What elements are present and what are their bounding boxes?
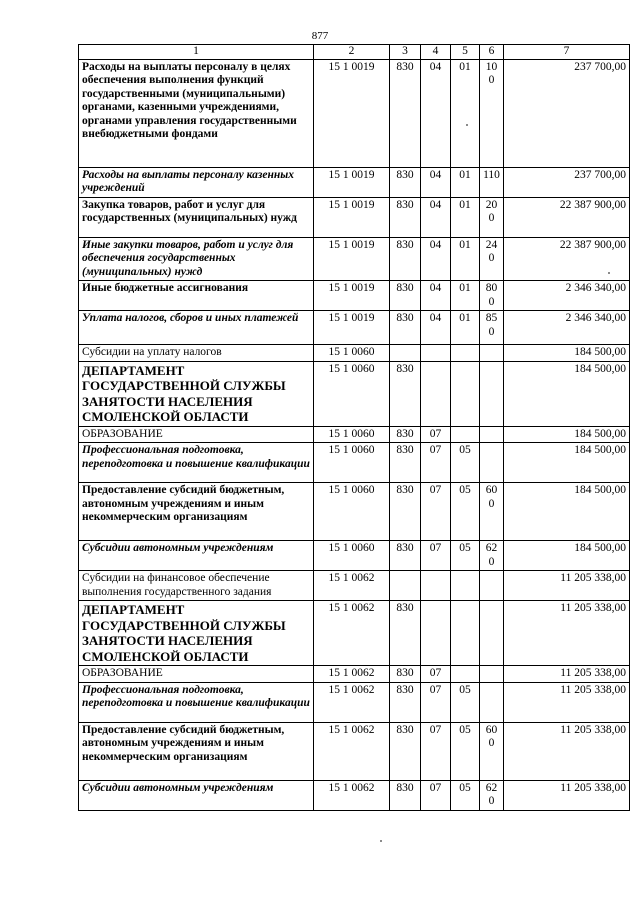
row-amount: 184 500,00 [504,443,630,483]
row-code: 15 1 0062 [314,682,390,722]
row-name: ОБРАЗОВАНИЕ [79,666,314,683]
budget-table [78,44,630,811]
row-col-6: 600 [480,483,504,541]
row-code: 15 1 0060 [314,541,390,571]
table-row [79,361,630,426]
row-col-5: 01 [451,281,480,311]
table-row [79,571,630,601]
row-name: Профессиональная подготовка, переподготовка и повышение квалификации [79,682,314,722]
row-code: 15 1 0062 [314,666,390,683]
row-col-4: 07 [421,443,451,483]
row-col-3: 830 [390,426,421,443]
row-name: Предоставление субсидий бюджетным, автономным учреждениям и иным некоммерческим организациям [79,722,314,780]
row-col-6 [480,426,504,443]
row-col-6 [480,571,504,601]
table-row [79,682,630,722]
row-col-6: 800 [480,281,504,311]
row-col-3: 830 [390,601,421,666]
row-name: ДЕПАРТАМЕНТ ГОСУДАРСТВЕННОЙ СЛУЖБЫ ЗАНЯТОСТИ НАСЕЛЕНИЯ СМОЛЕНСКОЙ ОБЛАСТИ [79,361,314,426]
table-row [79,426,630,443]
row-amount: 237 700,00 [504,167,630,197]
row-col-6 [480,361,504,426]
row-col-3: 830 [390,167,421,197]
row-col-4: 04 [421,237,451,281]
row-col-4: 04 [421,281,451,311]
row-col-3: 830 [390,59,421,167]
row-amount: 184 500,00 [504,345,630,362]
row-col-6: 850 [480,311,504,345]
row-col-6: 240 [480,237,504,281]
row-col-5 [451,345,480,362]
row-code: 15 1 0019 [314,59,390,167]
row-col-5: 01 [451,197,480,237]
row-col-5: 05 [451,483,480,541]
header-col-6: 6 [480,45,504,60]
row-name: Уплата налогов, сборов и иных платежей [79,311,314,345]
row-col-3: 830 [390,197,421,237]
row-code: 15 1 0019 [314,197,390,237]
row-amount: 11 205 338,00 [504,601,630,666]
row-name: Расходы на выплаты персоналу в целях обеспечения выполнения функций государственными (муниципальными) органами, казенными учреждениями, органами управления государственными внебюджетными фондами [79,59,314,167]
table-row [79,197,630,237]
row-amount: 237 700,00 [504,59,630,167]
table-body [79,59,630,810]
row-name: Закупка товаров, работ и услуг для государственных (муниципальных) нужд [79,197,314,237]
row-amount: 184 500,00 [504,361,630,426]
row-code: 15 1 0060 [314,345,390,362]
header-col-4: 4 [421,45,451,60]
row-col-4: 07 [421,483,451,541]
row-name: ДЕПАРТАМЕНТ ГОСУДАРСТВЕННОЙ СЛУЖБЫ ЗАНЯТОСТИ НАСЕЛЕНИЯ СМОЛЕНСКОЙ ОБЛАСТИ [79,601,314,666]
scan-speck [608,272,610,274]
row-col-5: 01 [451,59,480,167]
row-col-4: 07 [421,426,451,443]
row-col-4 [421,345,451,362]
row-amount: 2 346 340,00 [504,311,630,345]
row-col-5: 05 [451,722,480,780]
row-col-6 [480,682,504,722]
header-row [79,45,630,60]
row-code: 15 1 0060 [314,483,390,541]
row-col-5: 05 [451,541,480,571]
row-col-3: 830 [390,483,421,541]
table-row [79,483,630,541]
table-row [79,722,630,780]
row-col-5 [451,361,480,426]
row-name: Иные бюджетные ассигнования [79,281,314,311]
row-col-3: 830 [390,666,421,683]
header-col-5: 5 [451,45,480,60]
row-amount: 11 205 338,00 [504,780,630,810]
table-row [79,541,630,571]
row-col-5: 05 [451,682,480,722]
row-col-4: 07 [421,541,451,571]
row-code: 15 1 0062 [314,571,390,601]
row-code: 15 1 0060 [314,361,390,426]
row-col-3 [390,571,421,601]
row-col-6: 620 [480,541,504,571]
row-col-6: 600 [480,722,504,780]
row-col-3: 830 [390,541,421,571]
row-col-4: 04 [421,311,451,345]
row-col-4: 07 [421,682,451,722]
row-col-3: 830 [390,682,421,722]
table-row [79,666,630,683]
row-name: Субсидии на уплату налогов [79,345,314,362]
row-name: Субсидии автономным учреждениям [79,780,314,810]
row-col-4 [421,601,451,666]
header-col-3: 3 [390,45,421,60]
row-name: Расходы на выплаты персоналу казенных учреждений [79,167,314,197]
table-row [79,443,630,483]
row-col-3 [390,345,421,362]
row-amount: 184 500,00 [504,483,630,541]
row-col-6 [480,601,504,666]
row-col-3: 830 [390,281,421,311]
row-amount: 2 346 340,00 [504,281,630,311]
row-col-6: 100 [480,59,504,167]
row-name: Иные закупки товаров, работ и услуг для обеспечения государственных (муниципальных) нужд [79,237,314,281]
table-row [79,167,630,197]
row-col-3: 830 [390,780,421,810]
table-header [79,45,630,60]
row-name: Субсидии на финансовое обеспечение выполнения государственного задания [79,571,314,601]
row-code: 15 1 0062 [314,601,390,666]
row-col-6 [480,345,504,362]
row-col-5 [451,571,480,601]
row-col-6: 110 [480,167,504,197]
row-col-6 [480,443,504,483]
row-name: Предоставление субсидий бюджетным, автономным учреждениям и иным некоммерческим организациям [79,483,314,541]
table-row [79,281,630,311]
page-number: 877 [311,30,329,42]
row-amount: 11 205 338,00 [504,666,630,683]
header-col-1: 1 [79,45,314,60]
row-col-3: 830 [390,237,421,281]
row-amount: 11 205 338,00 [504,722,630,780]
row-col-6: 200 [480,197,504,237]
row-name: Субсидии автономным учреждениям [79,541,314,571]
row-col-5 [451,426,480,443]
row-name: Профессиональная подготовка, переподготовка и повышение квалификации [79,443,314,483]
row-col-5: 05 [451,443,480,483]
table-row [79,345,630,362]
row-col-4: 04 [421,167,451,197]
row-col-6: 620 [480,780,504,810]
row-code: 15 1 0019 [314,281,390,311]
scan-speck [466,124,468,126]
row-col-3: 830 [390,443,421,483]
row-code: 15 1 0060 [314,426,390,443]
row-col-5: 01 [451,167,480,197]
header-col-2: 2 [314,45,390,60]
row-col-4: 07 [421,722,451,780]
row-col-6 [480,666,504,683]
table-row [79,780,630,810]
row-col-3: 830 [390,722,421,780]
row-col-3: 830 [390,361,421,426]
row-code: 15 1 0019 [314,237,390,281]
row-col-4: 04 [421,59,451,167]
row-code: 15 1 0019 [314,167,390,197]
header-col-7: 7 [504,45,630,60]
row-col-5 [451,666,480,683]
scan-speck [380,840,382,842]
row-col-5: 01 [451,237,480,281]
row-amount: 184 500,00 [504,541,630,571]
row-code: 15 1 0019 [314,311,390,345]
row-col-3: 830 [390,311,421,345]
row-amount: 11 205 338,00 [504,571,630,601]
row-col-4: 07 [421,666,451,683]
row-code: 15 1 0062 [314,780,390,810]
row-col-4 [421,571,451,601]
row-col-4 [421,361,451,426]
row-amount: 184 500,00 [504,426,630,443]
row-col-4: 04 [421,197,451,237]
row-col-5: 01 [451,311,480,345]
row-col-4: 07 [421,780,451,810]
row-amount: 11 205 338,00 [504,682,630,722]
row-code: 15 1 0062 [314,722,390,780]
row-col-5 [451,601,480,666]
row-col-5: 05 [451,780,480,810]
row-amount: 22 387 900,00 [504,197,630,237]
table-row [79,601,630,666]
row-name: ОБРАЗОВАНИЕ [79,426,314,443]
row-code: 15 1 0060 [314,443,390,483]
table-row [79,311,630,345]
table-row [79,59,630,167]
table-row [79,237,630,281]
row-amount: 22 387 900,00 [504,237,630,281]
